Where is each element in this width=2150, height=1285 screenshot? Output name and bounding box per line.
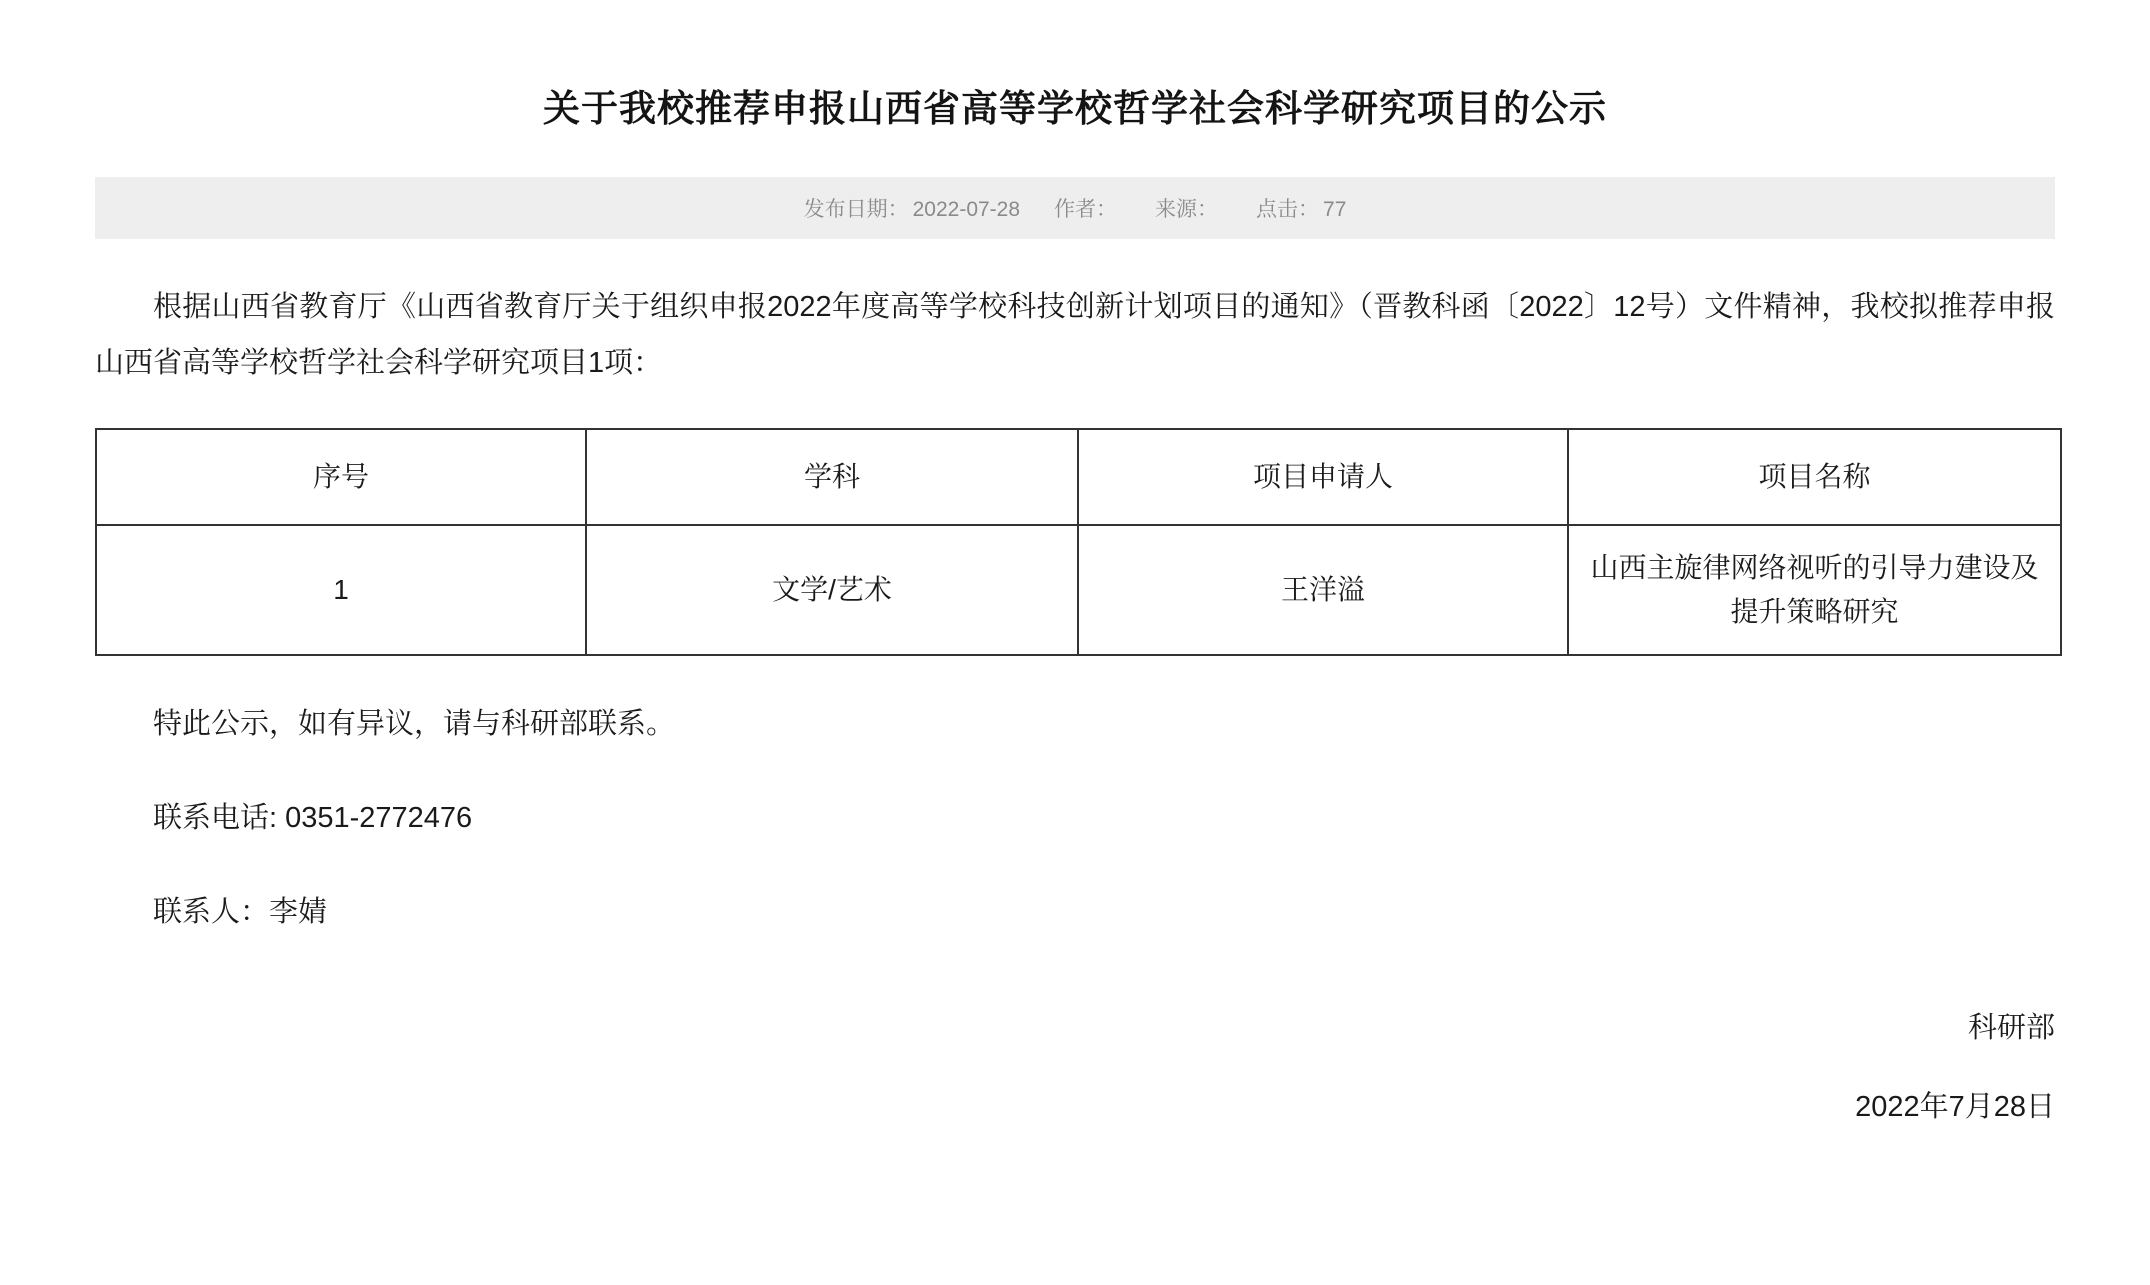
signature-date: 2022年7月28日 — [1855, 1091, 2055, 1124]
contact-phone-paragraph: 联系电话: 0351-2772476 — [153, 801, 473, 834]
column-header-discipline: 学科 — [586, 429, 1078, 525]
meta-source-label: 来源： — [1155, 197, 1219, 221]
cell-applicant: 王洋溢 — [1078, 525, 1568, 655]
column-header-index: 序号 — [96, 429, 586, 525]
signature-department: 科研部 — [1967, 1012, 2055, 1045]
column-header-applicant: 项目申请人 — [1078, 429, 1568, 525]
cell-project-name: 山西主旋律网络视听的引导力建设及提升策略研究 — [1568, 525, 2061, 655]
document-page — [0, 25, 2150, 1285]
meta-hits-label: 点击： — [1256, 197, 1320, 221]
intro-paragraph: 根据山西省教育厅《山西省教育厅关于组织申报2022年度高等学校科技创新计划项目的通知》（晋教科函〔2022〕12号）文件精神，我校拟推荐申报山西省高等学校哲学社会科学研究项目1项： — [95, 290, 2055, 380]
notice-paragraph: 特此公示，如有异议，请与科研部联系。 — [153, 707, 676, 740]
article-meta-bar — [95, 177, 2055, 239]
meta-publish-date — [787, 193, 1037, 223]
column-header-project-name: 项目名称 — [1568, 429, 2061, 525]
project-table — [95, 428, 2062, 656]
contact-person-paragraph: 联系人：李婧 — [153, 896, 328, 929]
meta-hits-value: 77 — [1323, 197, 1347, 221]
meta-publish-date-value: 2022-07-28 — [912, 197, 1021, 221]
page-title: 关于我校推荐申报山西省高等学校哲学社会科学研究项目的公示 — [543, 87, 1607, 129]
meta-hits — [1239, 193, 1363, 223]
table-header-row — [96, 429, 2061, 525]
cell-index: 1 — [96, 525, 586, 655]
meta-source — [1138, 193, 1239, 223]
meta-publish-date-label: 发布日期： — [803, 197, 909, 221]
project-table-wrapper — [95, 428, 2055, 656]
meta-author-label: 作者： — [1054, 197, 1118, 221]
cell-discipline: 文学/艺术 — [586, 525, 1078, 655]
meta-author — [1037, 193, 1138, 223]
table-row — [96, 525, 2061, 655]
